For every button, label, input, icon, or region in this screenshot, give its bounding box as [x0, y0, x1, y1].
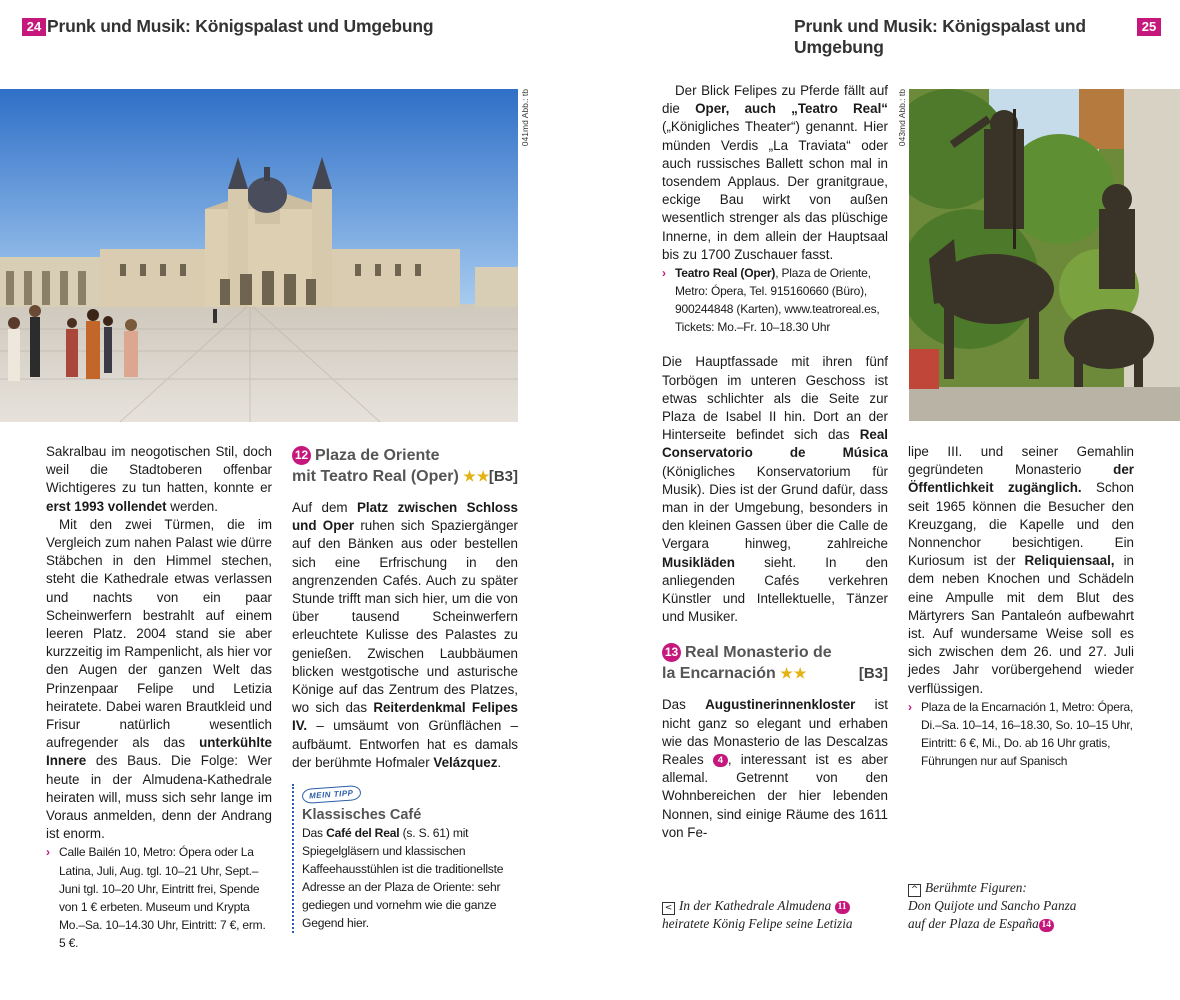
paragraph: Auf dem Platz zwischen Schloss und Oper ruhen sich Spaziergänger auf den Bänken aus oder bestellen sich eine Erfrischung in den angrenzenden Cafés. Auch zu später Stunde trifft man sich hier, um die von über tausend Scheinwerfern erleuchtete Kulisse des Palastes zu genießen. Zwischen Laubbäumen blicken westgotische und asturische Könige auf das Zentrum des Platzes, wo sich das Reiterdenkmal Felipes IV. – umsäumt von Grünflächen – aufbäumt. Entworfen hat es damals der berühmte Hofmaler Velázquez. — [292, 500, 518, 770]
chevron-right-icon: › — [908, 699, 912, 714]
statue-illustration — [909, 89, 1180, 421]
cathedral-illustration — [0, 89, 518, 422]
column-4 — [908, 443, 1134, 770]
photo-credit-left: 041md Abb.: tb — [520, 89, 530, 147]
chevron-right-icon: › — [46, 845, 50, 860]
running-head-left: Prunk und Musik: Königspalast und Umgebung — [47, 16, 434, 36]
arrow-left-icon: < — [662, 902, 675, 915]
tip-title: Klassisches Café — [302, 807, 422, 823]
info-block: › Plaza de la Encarnación 1, Metro: Ópera, Di.–Sa. 10–14, 16–18.30, So. 10–15 Uhr, Eintritt: 6 €, Mi., Do. ab 16 Uhr gratis, Führungen nur auf Spanisch — [908, 699, 1134, 769]
photo-credit-right: 043md Abb.: tb — [897, 89, 907, 147]
paragraph: Sakralbau im neogotischen Stil, doch weil die Stadtoberen offenbar Wichtigeres zu tun hatten, konnte er erst 1993 vollendet werden. — [46, 444, 272, 514]
section-heading-13: 13 Real Monasterio de la Encarnación ★★ [B3] — [662, 644, 888, 683]
column-2 — [292, 445, 518, 772]
don-quijote-photo — [909, 89, 1180, 421]
paragraph: Mit den zwei Türmen, die im Vergleich zum nahen Palast wie dürre Stäbchen in den Himmel stechen, steht die Kathedrale etwas verlassen und nachts von ein paar Scheinwerfern bestrahlt auf einem leeren Platz. 2004 stand sie aber kurzzeitig im Rampenlicht, als hier vor den Augen der ganzen Welt das Prinzenpaar Felipe und Letizia heiratete. Dabei waren Brautkleid und Frisur natürlich wesentlich aufregender als das unterkühlte Innere des Baus. Die Folge: Wer heute in der Almudena-Kathedrale heiraten will, muss sich sehr lange im Voraus anmelden, denn der Andrang ist enorm. — [46, 516, 272, 842]
mein-tipp-badge: MEIN TIPP — [302, 785, 361, 804]
rating-stars: ★★ — [463, 468, 491, 484]
map-grid-ref: [B3] — [858, 665, 888, 683]
tip-box — [292, 784, 518, 933]
arrow-up-icon: ^ — [908, 884, 921, 897]
map-ref-badge: 14 — [1039, 919, 1054, 932]
column-3 — [662, 82, 888, 842]
cathedral-photo — [0, 89, 518, 422]
rating-stars: ★★ — [780, 665, 808, 682]
paragraph: Der Blick Felipes zu Pferde fällt auf die Oper, auch „Teatro Real“ („Königliches Theater“) genannt. Hier münden Verdis „La Traviata“ oder auch russisches Ballett schon mal in tosendem Applaus. Der granitgraue, eckige Bau wirkt von außen wesentlich strenger als das plüschige Innerne, in dem allein der Hauptsaal bis zu 1700 Zuschauer fasst. — [662, 83, 888, 262]
info-block: › Teatro Real (Oper), Plaza de Oriente, Metro: Ópera, Tel. 915160660 (Büro), 900244848 (Karten), www.teatroreal.es, Tickets: Mo.–Fr. 10–18.30 Uhr — [662, 266, 880, 335]
chevron-right-icon: › — [662, 266, 666, 281]
column-1 — [46, 443, 272, 952]
section-number-badge: 12 — [292, 446, 311, 465]
tip-body: Das Café del Real (s. S. 61) mit Spiegelgläsern und klassischen Kaffeehausstühlen ist die traditionellste Adresse an der Plaza de Oriente: sehr gediegen und vornehm wie die ganze Gegend hier. — [302, 826, 504, 931]
map-grid-ref: [B3] — [488, 468, 518, 485]
page-number-right: 25 — [1137, 18, 1161, 36]
map-ref-badge: 11 — [835, 901, 850, 914]
section-number-badge: 13 — [662, 643, 681, 662]
paragraph: Das Augustinerinnenkloster ist nicht ganz so elegant und erhaben wie das Monasterio de las Descalzas Reales 4 , interessant ist es aber allemal. Getrennt von den Wohnbereichen der hier lebenden Nonnen, sind einige Räume des 1611 von Fe- — [662, 697, 889, 840]
paragraph: lipe III. und seiner Gemahlin gegründeten Monasterio der Öffentlichkeit zugänglich. Schon seit 1965 können die Besucher den Kreuzgang, die Kapelle und den Nonnenchor besichtigen. Ein Kuriosum ist der Reliquiensaal, in dem neben Knochen und Schädeln eine Ampulle mit dem Blut des Märtyrers San Pantaleón aufbewahrt ist. Auf wundersame Weise soll es sich zwischen dem 26. und 27. Juli jedes Jahr vorübergehend wieder verflüssigen. — [908, 444, 1134, 696]
map-ref-badge: 4 — [713, 754, 728, 767]
running-head-right: Prunk und Musik: Königspalast und Umgebung — [794, 16, 1086, 57]
paragraph: Die Hauptfassade mit ihren fünf Torbögen im unteren Geschoss ist etwas schlichter als die Seite zur Plaza de Isabel II hin. Dort an der Hinterseite befindet sich das Real Conservatorio de Música (Königliches Konservatorium für Musik). Dies ist der Grund dafür, dass man in der Umgebung, besonders in den kleinen Gassen über die Calle de Vergara hinweg, zahlreiche Musikläden sieht. In den anliegenden Cafés verkehren Künstler und Intellektuelle, Tänzer und Musiker. — [662, 354, 888, 625]
caption-right-photo: ^ Berühmte Figuren: Don Quijote und Sancho Panza auf der Plaza de España 14 — [908, 880, 1077, 932]
info-block: › Calle Bailén 10, Metro: Ópera oder La Latina, Juli, Aug. tgl. 10–21 Uhr, Sept.–Juni tgl. 10–20 Uhr, Eintritt frei, Spende von 1 € erbeten. Museum und Krypta Mo.–Sa. 10–14.30 Uhr, Eintritt: 7 €, erm. 5 €. — [46, 845, 266, 950]
section-heading-12: 12 Plaza de Oriente mit Teatro Real (Oper) ★★ [B3] — [292, 447, 518, 485]
caption-left-photo: < In der Kathedrale Almudena 11 heiratete König Felipe seine Letizia — [662, 898, 853, 932]
page-number-left: 24 — [22, 18, 46, 36]
